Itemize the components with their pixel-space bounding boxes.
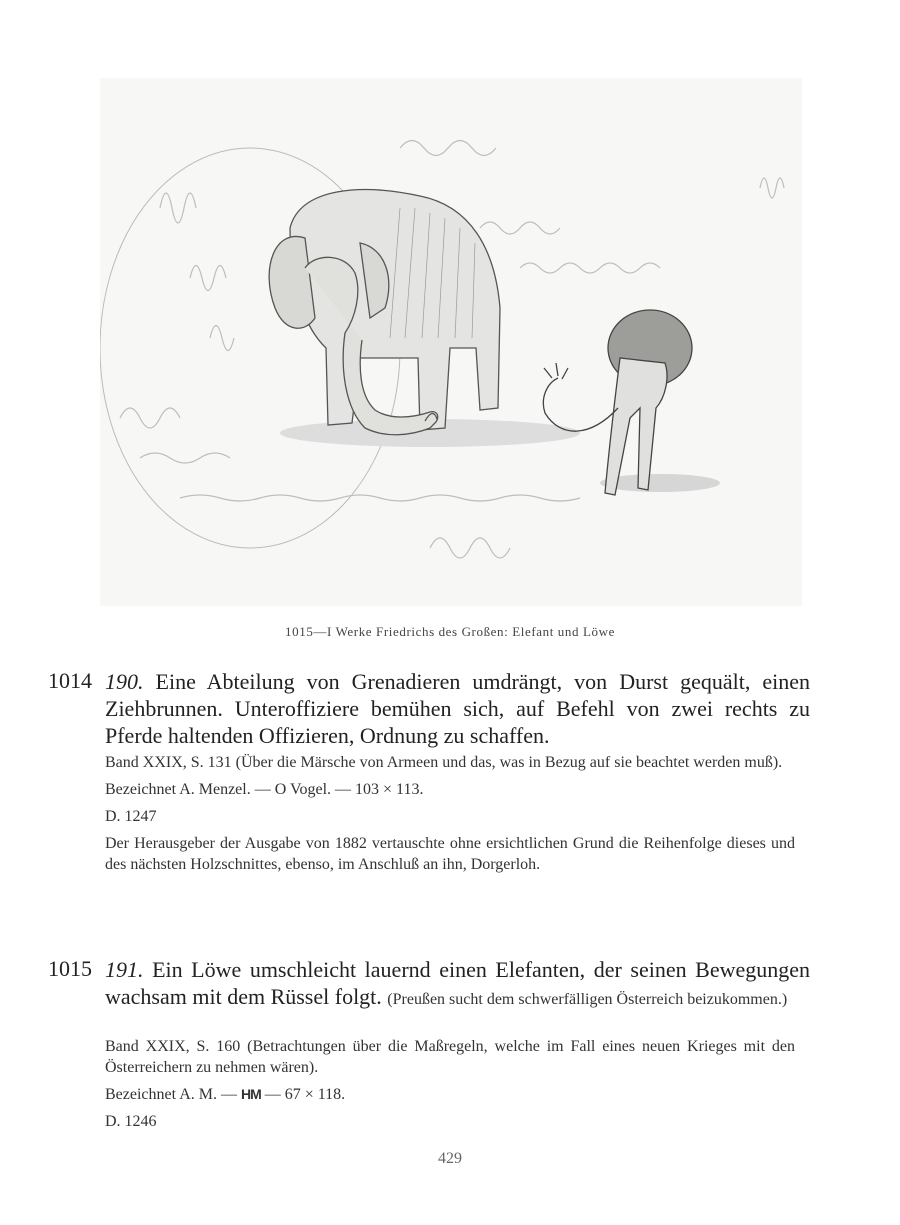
editorial-note: Der Herausgeber der Ausgabe von 1882 vertauschte ohne ersichtlichen Grund die Reihenfolge dieses und des nächsten Holzschnittes, ebenso, im Anschluß an ihn, Dorgerloh.: [105, 835, 795, 873]
catalog-number: 190.: [105, 669, 144, 694]
illustration-plate: [100, 78, 802, 606]
band-reference: Band XXIX, S. 131 (Über die Märsche von Armeen und das, was in Bezug auf sie beachtet werden muß).: [105, 754, 783, 771]
entry-title: [105, 668, 810, 749]
d-number: D. 1246: [105, 1113, 157, 1130]
d-number: D. 1247: [105, 808, 157, 825]
elephant-and-lion-drawing: [100, 78, 802, 606]
entry-number: 1014: [48, 668, 92, 693]
title-text: Ein Löwe umschleicht lauernd einen Elefanten, der seinen Bewegungen wachsam mit dem Rüssel folgt.: [105, 957, 810, 1009]
plate-caption: 1015—I Werke Friedrichs des Großen: Elefant und Löwe: [285, 624, 615, 639]
entry-body: [105, 1036, 795, 1132]
page-number: 429: [438, 1150, 462, 1167]
signature-line: [105, 1084, 795, 1105]
title-note: (Preußen sucht dem schwerfälligen Österreich beizukommen.): [387, 991, 788, 1008]
entry-body: [105, 752, 795, 875]
entry-number: 1015: [48, 956, 92, 981]
monogram-mark: HM: [240, 1086, 261, 1102]
entry-title: [105, 956, 810, 1013]
signature-dimensions: — 67 × 118.: [264, 1086, 346, 1103]
band-reference: Band XXIX, S. 160 (Betrachtungen über die Maßregeln, welche im Fall eines neuen Krieges mit den Österreichern zu nehmen wären).: [105, 1038, 795, 1076]
title-text: Eine Abteilung von Grenadieren umdrängt, von Durst gequält, einen Ziehbrunnen. Unteroffiziere bemühen sich, auf Befehl von zwei rechts zu Pferde haltenden Offizieren, Ordnung zu schaffen.: [105, 669, 810, 748]
signature-text: Bezeichnet A. M. —: [105, 1086, 237, 1103]
signature-line: Bezeichnet A. Menzel. — O Vogel. — 103 × 113.: [105, 781, 424, 798]
catalog-number: 191.: [105, 957, 144, 982]
